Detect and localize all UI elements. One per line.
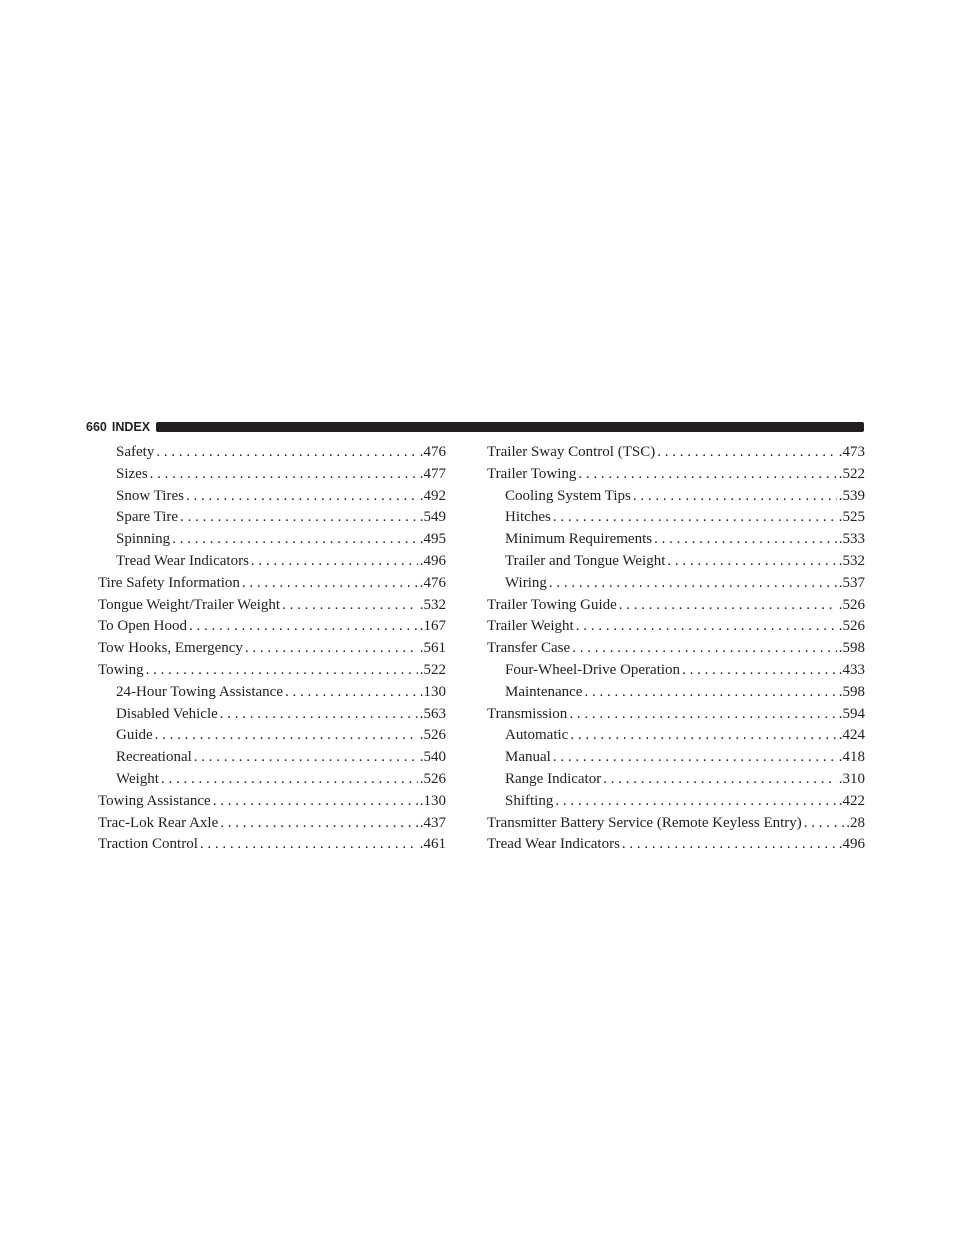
- index-entry-page: .477: [419, 465, 446, 482]
- index-entry-label: Manual: [505, 749, 551, 766]
- index-entry-page: .310: [838, 770, 865, 787]
- index-entry-label: To Open Hood: [98, 618, 187, 635]
- index-entry: [487, 769, 865, 791]
- index-entry-label: Cooling System Tips: [505, 487, 631, 504]
- index-entry: [487, 442, 865, 464]
- index-entry-label: Transmitter Battery Service (Remote Keyless Entry): [487, 814, 802, 831]
- index-entry-label: Recreational: [116, 749, 192, 766]
- index-entry-page: .598: [838, 640, 865, 657]
- index-entry-label: Tread Wear Indicators: [487, 836, 620, 853]
- index-entry-label: Tow Hooks, Emergency: [98, 640, 243, 657]
- index-entry: [487, 529, 865, 551]
- index-entry-page: .525: [838, 509, 865, 526]
- index-entry: [487, 638, 865, 660]
- dot-leader: [578, 464, 836, 486]
- dot-leader: [161, 769, 418, 791]
- index-entry: [98, 616, 446, 638]
- page-header: [86, 418, 864, 436]
- dot-leader: [619, 595, 837, 617]
- index-entry-page: .532: [838, 552, 865, 569]
- index-entry-page: .495: [419, 531, 446, 548]
- index-entry-page: .563: [419, 705, 446, 722]
- index-entry: [98, 660, 446, 682]
- index-entry-page: .418: [838, 749, 865, 766]
- dot-leader: [251, 551, 418, 573]
- index-entry-label: Automatic: [505, 727, 569, 744]
- dot-leader: [572, 638, 837, 660]
- index-entry-label: Four-Wheel-Drive Operation: [505, 661, 681, 678]
- index-entry-page: .598: [838, 683, 865, 700]
- dot-leader: [682, 660, 837, 682]
- dot-leader: [200, 834, 418, 856]
- index-entry: [98, 682, 446, 704]
- index-entry-page: .540: [419, 749, 446, 766]
- header-rule: [156, 422, 864, 432]
- index-entry: [98, 507, 446, 529]
- dot-leader: [622, 834, 837, 856]
- dot-leader: [220, 813, 418, 835]
- index-entry-label: Transmission: [487, 705, 568, 722]
- index-entry-page: .533: [838, 531, 865, 548]
- index-entry-label: Sizes: [116, 465, 148, 482]
- index-entry: [487, 704, 865, 726]
- index-entry-label: Wiring: [505, 574, 547, 591]
- index-entry: [98, 769, 446, 791]
- index-entry-label: Disabled Vehicle: [116, 705, 218, 722]
- index-entry-page: .492: [419, 487, 446, 504]
- index-entry-page: .433: [838, 661, 865, 678]
- index-entry-page: .28: [846, 814, 865, 831]
- index-entry: [98, 442, 446, 464]
- index-entry: [98, 595, 446, 617]
- dot-leader: [657, 442, 837, 464]
- index-entry: [487, 486, 865, 508]
- index-entry: [98, 529, 446, 551]
- index-entry-page: .526: [838, 618, 865, 635]
- index-entry: [98, 747, 446, 769]
- dot-leader: [555, 791, 836, 813]
- index-entry-label: Tire Safety Information: [98, 574, 240, 591]
- index-entry: [98, 704, 446, 726]
- index-entry-label: Tread Wear Indicators: [116, 552, 249, 569]
- index-entry-page: .526: [419, 770, 446, 787]
- index-entry-page: .539: [838, 487, 865, 504]
- dot-leader: [172, 529, 418, 551]
- dot-leader: [603, 769, 837, 791]
- dot-leader: [553, 507, 837, 529]
- index-entry-label: 24-Hour Towing Assistance: [116, 683, 283, 700]
- dot-leader: [156, 442, 417, 464]
- dot-leader: [667, 551, 836, 573]
- index-entry-label: Snow Tires: [116, 487, 184, 504]
- index-entry: [487, 834, 865, 856]
- index-entry-page: .522: [838, 465, 865, 482]
- index-entry: [487, 507, 865, 529]
- index-entry-label: Towing: [98, 661, 144, 678]
- index-entry: [98, 551, 446, 573]
- dot-leader: [569, 704, 836, 726]
- dot-leader: [180, 507, 418, 529]
- index-entry: [487, 813, 865, 835]
- dot-leader: [654, 529, 837, 551]
- dot-leader: [194, 747, 418, 769]
- index-entry-page: .496: [419, 552, 446, 569]
- index-entry-label: Traction Control: [98, 836, 198, 853]
- index-entry-label: Weight: [116, 770, 159, 787]
- index-entry-page: .549: [419, 509, 446, 526]
- index-entry-label: Spare Tire: [116, 509, 179, 526]
- dot-leader: [245, 638, 418, 660]
- index-entry: [98, 464, 446, 486]
- index-entry-page: .473: [838, 444, 865, 460]
- index-entry: [98, 834, 446, 856]
- index-entry-label: Shifting: [505, 792, 554, 809]
- index-entry-page: .561: [419, 640, 446, 657]
- index-entry-label: Trailer Sway Control (TSC): [487, 444, 656, 460]
- page-number: 660: [86, 420, 107, 434]
- index-entry: [98, 791, 446, 813]
- index-entry-page: .522: [419, 661, 446, 678]
- index-entry: [487, 616, 865, 638]
- index-entry: [487, 573, 865, 595]
- index-entry: [487, 551, 865, 573]
- index-entry-page: .532: [419, 596, 446, 613]
- index-entry: [487, 464, 865, 486]
- index-entry-label: Spinning: [116, 531, 171, 548]
- index-entry: [487, 725, 865, 747]
- index-entry-page: .476: [419, 444, 446, 460]
- index-entry-label: Guide: [116, 727, 153, 744]
- dot-leader: [220, 704, 418, 726]
- index-entry-label: Towing Assistance: [98, 792, 211, 809]
- dot-leader: [282, 595, 418, 617]
- index-entry-label: Trailer Towing Guide: [487, 596, 617, 613]
- index-entry-label: Tongue Weight/Trailer Weight: [98, 596, 281, 613]
- index-entry: [98, 638, 446, 660]
- index-column-right: [487, 442, 865, 856]
- index-entry-label: Trac-Lok Rear Axle: [98, 814, 219, 831]
- index-entry-page: .526: [419, 727, 446, 744]
- index-entry-page: .476: [419, 574, 446, 591]
- index-column-left: [98, 442, 446, 856]
- dot-leader: [186, 486, 418, 508]
- index-entry-page: .130: [419, 792, 446, 809]
- index-entry: [98, 725, 446, 747]
- index-entry-label: Range Indicator: [505, 770, 602, 787]
- index-entry: [487, 660, 865, 682]
- section-title: INDEX: [111, 420, 151, 434]
- dot-leader: [553, 747, 837, 769]
- dot-leader: [584, 682, 836, 704]
- index-entry: [98, 573, 446, 595]
- index-entry: [487, 747, 865, 769]
- index-entry-page: .167: [419, 618, 446, 635]
- dot-leader: [549, 573, 837, 595]
- dot-leader: [146, 660, 418, 682]
- dot-leader: [285, 682, 418, 704]
- index-entry: [487, 595, 865, 617]
- dot-leader: [576, 616, 837, 638]
- index-entry-page: .496: [838, 836, 865, 853]
- index-entry: [98, 813, 446, 835]
- index-entry-page: .526: [838, 596, 865, 613]
- index-entry-label: Safety: [116, 444, 155, 460]
- dot-leader: [242, 573, 418, 595]
- index-entry: [487, 682, 865, 704]
- index-entry-page: .461: [419, 836, 446, 853]
- index-entry-label: Minimum Requirements: [505, 531, 653, 548]
- index-entry-page: .422: [838, 792, 865, 809]
- index-entry-label: Trailer and Tongue Weight: [505, 552, 666, 569]
- dot-leader: [570, 725, 836, 747]
- dot-leader: [213, 791, 418, 813]
- index-entry-label: Transfer Case: [487, 640, 571, 657]
- dot-leader: [633, 486, 837, 508]
- dot-leader: [189, 616, 418, 638]
- dot-leader: [155, 725, 418, 747]
- dot-leader: [150, 464, 418, 486]
- index-entry: [487, 791, 865, 813]
- index-entry-label: Hitches: [505, 509, 551, 526]
- index-entry-page: .424: [838, 727, 865, 744]
- index-entry-page: .594: [838, 705, 865, 722]
- index-entry: [98, 486, 446, 508]
- index-entry-page: .437: [419, 814, 446, 831]
- index-entry-label: Trailer Towing: [487, 465, 577, 482]
- index-entry-page: .130: [419, 683, 446, 700]
- dot-leader: [804, 813, 844, 835]
- index-entry-label: Trailer Weight: [487, 618, 574, 635]
- index-entry-label: Maintenance: [505, 683, 583, 700]
- index-entry-page: .537: [838, 574, 865, 591]
